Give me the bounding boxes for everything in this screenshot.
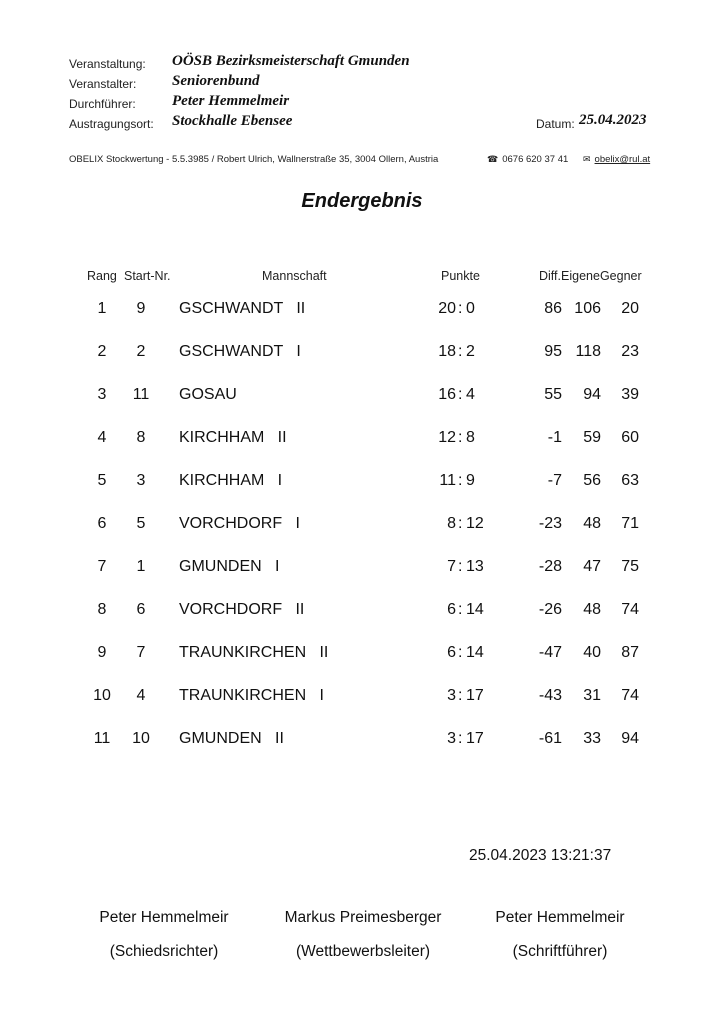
start-number-cell: 3 bbox=[136, 472, 146, 489]
mail-icon: ✉ bbox=[583, 155, 591, 165]
start-number-cell: 11 bbox=[132, 386, 150, 403]
table-row bbox=[0, 343, 724, 363]
points-separator: : bbox=[458, 730, 463, 747]
team-cell: TRAUNKIRCHEN II bbox=[179, 644, 329, 661]
points-won: 6 bbox=[447, 644, 456, 661]
points-lost: 9 bbox=[466, 472, 475, 489]
header-start: Start-Nr. bbox=[124, 269, 171, 283]
header-diff: Diff. bbox=[539, 269, 561, 283]
table-row bbox=[0, 386, 724, 406]
points-separator: : bbox=[458, 601, 463, 618]
points-separator: : bbox=[458, 343, 463, 360]
opponent-score-cell: 74 bbox=[621, 687, 639, 704]
signature-role-1: (Schiedsrichter) bbox=[109, 943, 219, 960]
value-austragungsort: Stockhalle Ebensee bbox=[172, 113, 293, 129]
email-link[interactable]: obelix@rul.at bbox=[594, 154, 651, 165]
team-cell: GSCHWANDT II bbox=[179, 300, 306, 317]
rank-cell: 5 bbox=[97, 472, 107, 489]
team-cell: TRAUNKIRCHEN I bbox=[179, 687, 324, 704]
own-score-cell: 56 bbox=[583, 472, 601, 489]
own-score-cell: 118 bbox=[575, 343, 601, 360]
points-separator: : bbox=[458, 300, 463, 317]
header-own: Eigene bbox=[561, 269, 600, 283]
label-austragungsort: Austragungsort: bbox=[69, 117, 154, 131]
points-won: 12 bbox=[438, 429, 456, 446]
diff-cell: -47 bbox=[538, 644, 562, 661]
points-won: 3 bbox=[447, 730, 456, 747]
signature-name-2: Markus Preimesberger bbox=[284, 909, 442, 926]
points-won: 6 bbox=[447, 601, 456, 618]
rank-cell: 7 bbox=[97, 558, 107, 575]
team-cell: VORCHDORF II bbox=[179, 601, 305, 618]
table-row bbox=[0, 601, 724, 621]
team-cell: KIRCHHAM I bbox=[179, 472, 283, 489]
points-lost: 14 bbox=[466, 644, 484, 661]
own-score-cell: 48 bbox=[583, 601, 601, 618]
points-separator: : bbox=[458, 429, 463, 446]
start-number-cell: 7 bbox=[136, 644, 146, 661]
opponent-score-cell: 63 bbox=[621, 472, 639, 489]
signature-name-1: Peter Hemmelmeir bbox=[99, 909, 229, 926]
rank-cell: 2 bbox=[97, 343, 107, 360]
start-number-cell: 8 bbox=[136, 429, 146, 446]
points-separator: : bbox=[458, 386, 463, 403]
points-won: 8 bbox=[447, 515, 456, 532]
page-title: Endergebnis bbox=[301, 190, 423, 212]
diff-cell: -28 bbox=[538, 558, 562, 575]
own-score-cell: 31 bbox=[583, 687, 601, 704]
points-won: 20 bbox=[438, 300, 456, 317]
points-lost: 12 bbox=[466, 515, 484, 532]
date-value: 25.04.2023 bbox=[579, 112, 647, 128]
header-points: Punkte bbox=[441, 269, 480, 283]
points-lost: 0 bbox=[466, 300, 475, 317]
header-team: Mannschaft bbox=[262, 269, 327, 283]
value-veranstaltung: OÖSB Bezirksmeisterschaft Gmunden bbox=[172, 53, 410, 69]
label-veranstaltung: Veranstaltung: bbox=[69, 57, 146, 71]
start-number-cell: 10 bbox=[132, 730, 150, 747]
table-row bbox=[0, 644, 724, 664]
signature-role-3: (Schriftführer) bbox=[512, 943, 608, 960]
rank-cell: 10 bbox=[93, 687, 111, 704]
team-cell: KIRCHHAM II bbox=[179, 429, 287, 446]
points-won: 3 bbox=[447, 687, 456, 704]
points-won: 16 bbox=[438, 386, 456, 403]
opponent-score-cell: 20 bbox=[621, 300, 639, 317]
table-row bbox=[0, 558, 724, 578]
rank-cell: 3 bbox=[97, 386, 107, 403]
header-rang: Rang bbox=[87, 269, 117, 283]
diff-cell: -23 bbox=[538, 515, 562, 532]
diff-cell: -1 bbox=[547, 429, 562, 446]
opponent-score-cell: 87 bbox=[621, 644, 639, 661]
phone-contact bbox=[487, 154, 568, 165]
points-lost: 17 bbox=[466, 730, 484, 747]
points-lost: 8 bbox=[466, 429, 475, 446]
start-number-cell: 4 bbox=[136, 687, 146, 704]
opponent-score-cell: 71 bbox=[621, 515, 639, 532]
rank-cell: 4 bbox=[97, 429, 107, 446]
date-label: Datum: bbox=[536, 117, 575, 131]
phone-icon: ☎ bbox=[487, 155, 499, 165]
points-lost: 2 bbox=[466, 343, 475, 360]
team-cell: VORCHDORF I bbox=[179, 515, 300, 532]
value-durchfuehrer: Peter Hemmelmeir bbox=[172, 93, 290, 109]
points-lost: 17 bbox=[466, 687, 484, 704]
points-separator: : bbox=[458, 644, 463, 661]
phone-number: 0676 620 37 41 bbox=[502, 154, 569, 165]
start-number-cell: 6 bbox=[136, 601, 146, 618]
rank-cell: 11 bbox=[93, 730, 111, 747]
diff-cell: -61 bbox=[538, 730, 562, 747]
value-veranstalter: Seniorenbund bbox=[172, 73, 260, 89]
points-won: 18 bbox=[438, 343, 456, 360]
team-cell: GMUNDEN I bbox=[179, 558, 280, 575]
team-cell: GMUNDEN II bbox=[179, 730, 284, 747]
points-separator: : bbox=[458, 472, 463, 489]
own-score-cell: 33 bbox=[583, 730, 601, 747]
table-row bbox=[0, 429, 724, 449]
table-row bbox=[0, 515, 724, 535]
diff-cell: 55 bbox=[544, 386, 562, 403]
table-row bbox=[0, 472, 724, 492]
print-timestamp: 25.04.2023 13:21:37 bbox=[469, 847, 612, 864]
points-lost: 14 bbox=[466, 601, 484, 618]
opponent-score-cell: 75 bbox=[621, 558, 639, 575]
start-number-cell: 9 bbox=[136, 300, 146, 317]
table-row bbox=[0, 300, 724, 320]
points-separator: : bbox=[458, 558, 463, 575]
opponent-score-cell: 60 bbox=[621, 429, 639, 446]
rank-cell: 1 bbox=[97, 300, 107, 317]
header-diff-own-opp bbox=[539, 269, 642, 283]
table-row bbox=[0, 687, 724, 707]
email-contact bbox=[583, 154, 650, 165]
points-lost: 13 bbox=[466, 558, 484, 575]
team-cell: GSCHWANDT I bbox=[179, 343, 301, 360]
own-score-cell: 94 bbox=[583, 386, 601, 403]
label-veranstalter: Veranstalter: bbox=[69, 77, 137, 91]
own-score-cell: 47 bbox=[583, 558, 601, 575]
opponent-score-cell: 74 bbox=[621, 601, 639, 618]
rank-cell: 8 bbox=[97, 601, 107, 618]
own-score-cell: 106 bbox=[574, 300, 601, 317]
points-won: 11 bbox=[439, 472, 456, 489]
diff-cell: -26 bbox=[538, 601, 562, 618]
opponent-score-cell: 39 bbox=[621, 386, 639, 403]
points-lost: 4 bbox=[466, 386, 475, 403]
table-row bbox=[0, 730, 724, 750]
diff-cell: 95 bbox=[544, 343, 562, 360]
rank-cell: 6 bbox=[97, 515, 107, 532]
diff-cell: 86 bbox=[544, 300, 562, 317]
own-score-cell: 40 bbox=[583, 644, 601, 661]
opponent-score-cell: 94 bbox=[621, 730, 639, 747]
label-durchfuehrer: Durchführer: bbox=[69, 97, 136, 111]
points-separator: : bbox=[458, 515, 463, 532]
diff-cell: -43 bbox=[538, 687, 562, 704]
points-won: 7 bbox=[447, 558, 456, 575]
opponent-score-cell: 23 bbox=[621, 343, 639, 360]
software-info: OBELIX Stockwertung - 5.5.3985 / Robert Ulrich, Wallnerstraße 35, 3004 Ollern, Austria bbox=[69, 154, 439, 165]
team-cell: GOSAU bbox=[179, 386, 237, 403]
points-separator: : bbox=[458, 687, 463, 704]
signature-name-3: Peter Hemmelmeir bbox=[495, 909, 625, 926]
header-opp: Gegner bbox=[599, 269, 642, 283]
start-number-cell: 1 bbox=[136, 558, 146, 575]
signature-role-2: (Wettbewerbsleiter) bbox=[295, 943, 431, 960]
diff-cell: -7 bbox=[547, 472, 562, 489]
start-number-cell: 5 bbox=[136, 515, 146, 532]
rank-cell: 9 bbox=[97, 644, 107, 661]
own-score-cell: 59 bbox=[583, 429, 601, 446]
own-score-cell: 48 bbox=[583, 515, 601, 532]
start-number-cell: 2 bbox=[136, 343, 146, 360]
